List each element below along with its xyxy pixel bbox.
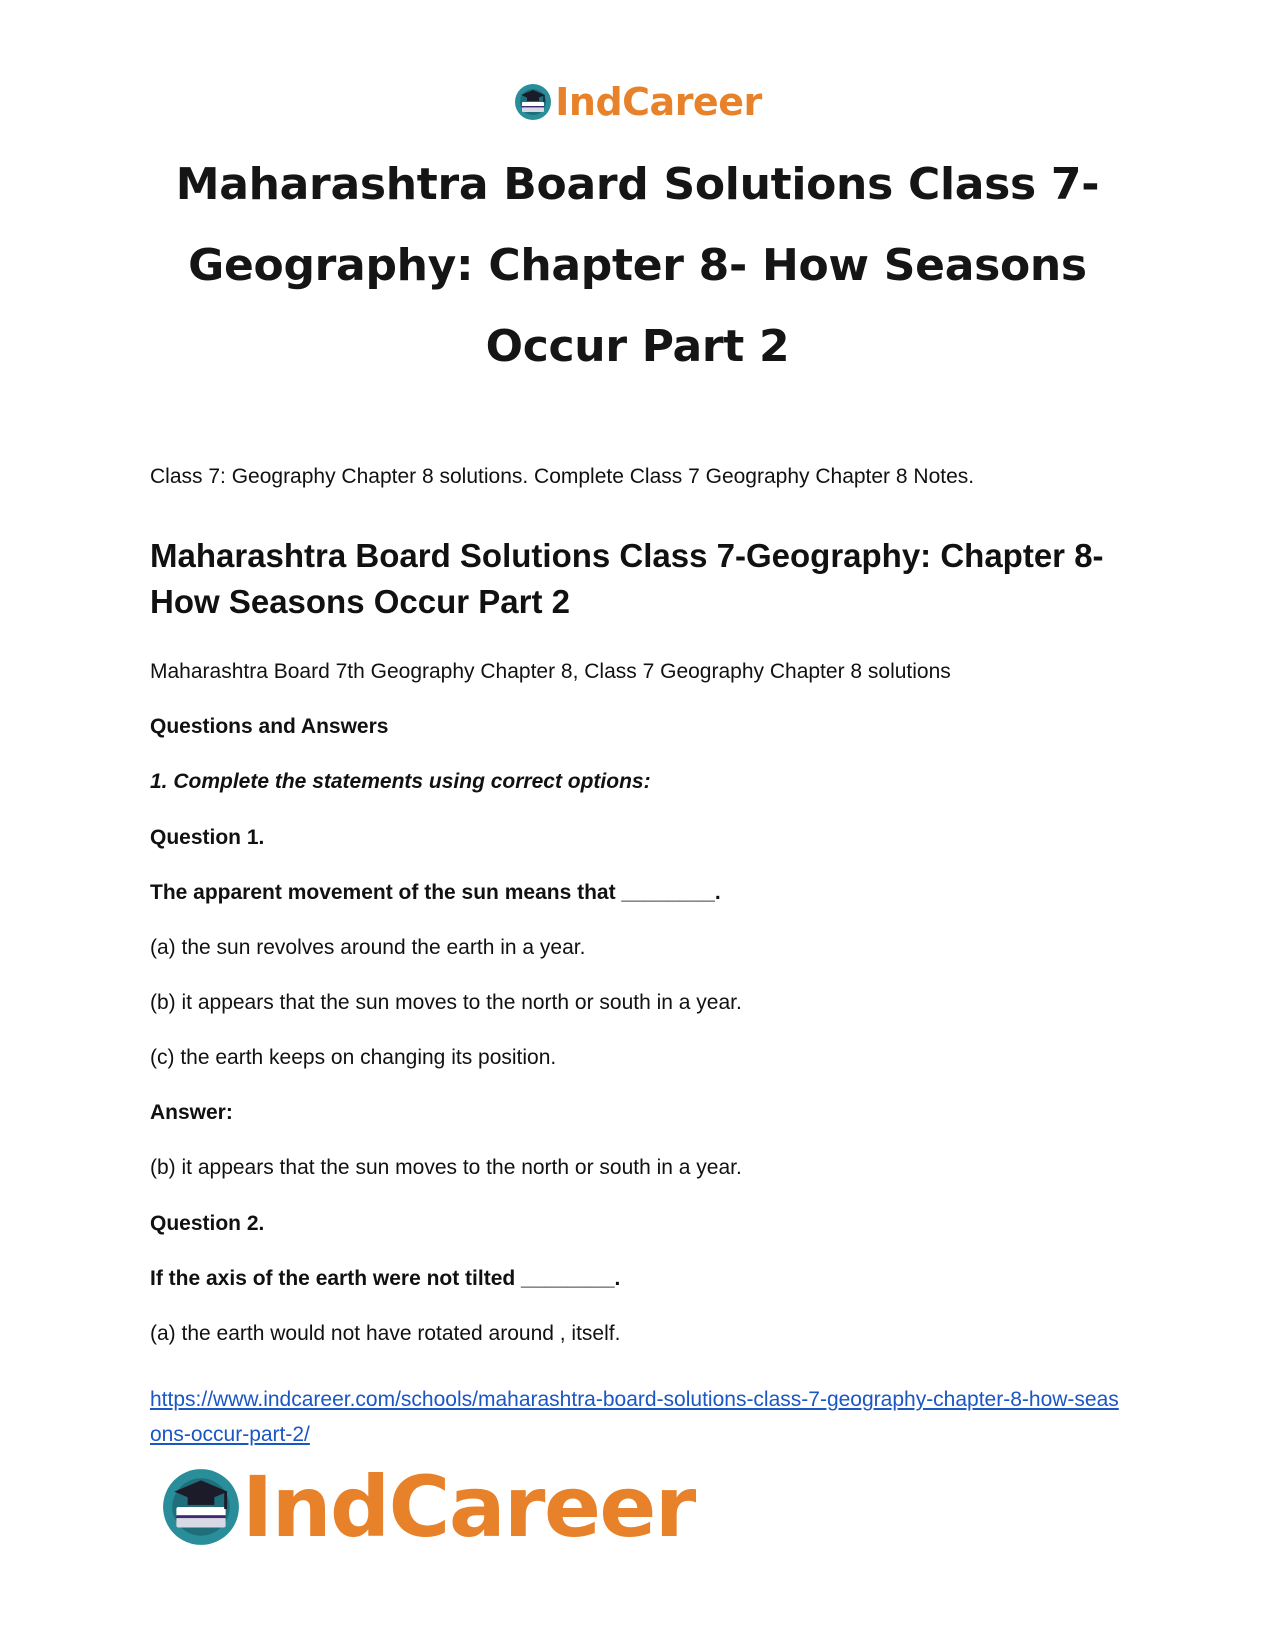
question-2-label: Question 2. <box>150 1212 265 1235</box>
graduation-book-icon <box>513 82 553 122</box>
source-url-link[interactable]: https://www.indcareer.com/schools/maharashtra-board-solutions-class-7-geography-chapter-8-how-seasons-occur-part-2/ <box>150 1388 1119 1446</box>
section-heading: Maharashtra Board Solutions Class 7-Geography: Chapter 8- How Seasons Occur Part 2 <box>150 537 1104 620</box>
page-title: Maharashtra Board Solutions Class 7-Geography: Chapter 8- How Seasons Occur Part 2 <box>175 159 1100 372</box>
question-1-option-b: (b) it appears that the sun moves to the north or south in a year. <box>150 991 742 1014</box>
question-2-text: If the axis of the earth were not tilted ________. <box>150 1267 621 1290</box>
brand-logo-text: IndCareer <box>555 80 762 124</box>
keywords-text: Maharashtra Board 7th Geography Chapter 8, Class 7 Geography Chapter 8 solutions <box>150 660 951 683</box>
section-label: Questions and Answers <box>150 715 389 738</box>
question-2-option-a: (a) the earth would not have rotated around , itself. <box>150 1322 621 1345</box>
question-1-option-a: (a) the sun revolves around the earth in a year. <box>150 936 586 959</box>
question-1-text: The apparent movement of the sun means that ________. <box>150 881 721 904</box>
graduation-book-icon <box>160 1466 242 1548</box>
footer-logo <box>160 1458 695 1556</box>
document-body <box>150 465 1140 1345</box>
intro-text: Class 7: Geography Chapter 8 solutions. Complete Class 7 Geography Chapter 8 Notes. <box>150 465 975 488</box>
instruction-text: 1. Complete the statements using correct options: <box>150 770 651 793</box>
brand-logo-text: IndCareer <box>242 1458 695 1556</box>
question-1-label: Question 1. <box>150 826 265 849</box>
question-1-option-c: (c) the earth keeps on changing its position. <box>150 1046 557 1069</box>
answer-1-label: Answer: <box>150 1101 233 1124</box>
header-logo <box>0 82 1275 122</box>
answer-1-text: (b) it appears that the sun moves to the north or south in a year. <box>150 1156 742 1179</box>
